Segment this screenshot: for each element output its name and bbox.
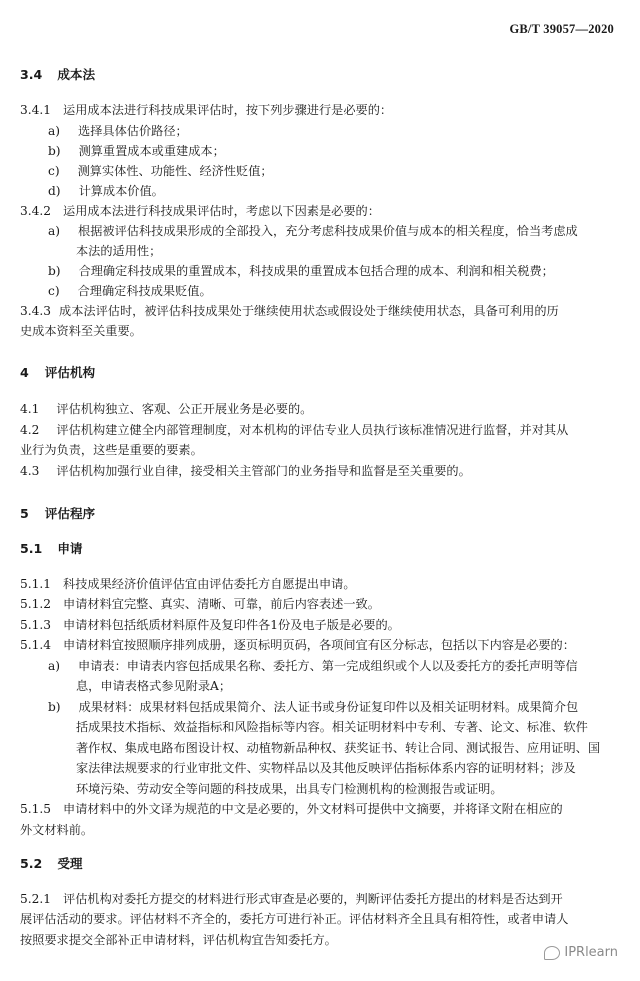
clause-text: 申请材料宜按照顺序排列成册，逐页标明页码，各项间宜有区分标志，包括以下内容是必要的： <box>63 638 575 652</box>
clause-text: 环境污染、劳动安全等问题的科技成果，出具专门检测机构的检测报告或证明。 <box>76 782 503 796</box>
text-line <box>20 444 203 456</box>
clause-text: 合理确定科技成果贬值。 <box>77 284 212 298</box>
clause-text: 按照要求提交全部补正申请材料，评估机构宜告知委托方。 <box>20 933 337 947</box>
section-heading <box>20 858 83 871</box>
clause-number: 3.4.2 <box>20 204 52 218</box>
text-line <box>20 424 568 436</box>
clause-text: 合理确定科技成果的重置成本，科技成果的重置成本包括合理的成本、利润和相关税费； <box>78 264 554 278</box>
clause-text: 计算成本价值。 <box>78 184 164 198</box>
section-heading <box>20 367 95 380</box>
clause-number: 4.1 <box>20 402 40 416</box>
section-heading <box>20 69 95 82</box>
watermark-text: IPRlearn <box>564 945 618 960</box>
wechat-icon <box>544 946 560 960</box>
clause-text: 申请材料宜完整、真实、清晰、可靠，前后内容表述一致。 <box>63 597 380 611</box>
text-line <box>20 325 142 337</box>
clause-number: 5 <box>20 506 29 521</box>
clause-number: a) <box>48 659 61 673</box>
section-heading <box>20 508 95 521</box>
text-line <box>20 824 93 836</box>
clause-text: 测算实体性、功能性、经济性贬值； <box>77 164 273 178</box>
clause-number: 5.1 <box>20 541 43 556</box>
text-line <box>48 125 188 137</box>
clause-text: 展评估活动的要求。评估材料不齐全的，委托方可进行补正。评估材料齐全且具有相符性，或者申请人 <box>20 912 569 926</box>
clause-number: 4 <box>20 365 29 380</box>
clause-number: b) <box>48 264 61 278</box>
text-line <box>20 934 337 946</box>
clause-text: 运用成本法进行科技成果评估时，按下列步骤进行是必要的： <box>63 103 393 117</box>
text-line <box>20 104 392 116</box>
text-line <box>48 265 554 277</box>
text-line <box>48 225 578 237</box>
clause-number: 4.3 <box>20 464 40 478</box>
clause-text: 家法律法规要求的行业审批文件、实物样品以及其他反映评估指标体系内容的证明材料；涉及 <box>76 761 576 775</box>
clause-number: 5.1.3 <box>20 618 52 632</box>
text-line <box>76 721 588 733</box>
clause-number: 5.1.2 <box>20 597 52 611</box>
text-line <box>76 762 576 774</box>
standard-number: GB/T 39057—2020 <box>509 22 614 36</box>
clause-text: 评估机构建立健全内部管理制度，对本机构的评估专业人员执行该标准情况进行监督，并对其从 <box>56 423 569 437</box>
text-line <box>20 913 568 925</box>
clause-number: 3.4.3 <box>20 304 52 318</box>
text-line <box>48 285 212 297</box>
text-line <box>20 803 563 815</box>
text-line <box>48 185 164 197</box>
clause-text: 选择具体估价路径； <box>78 124 188 138</box>
clause-number: d) <box>48 184 61 198</box>
clause-text: 运用成本法进行科技成果评估时，考虑以下因素是必要的： <box>63 204 380 218</box>
clause-text: 息，申请表格式参见附录A； <box>76 679 232 693</box>
watermark <box>544 945 618 960</box>
text-line <box>76 245 161 257</box>
clause-number: 4.2 <box>20 423 40 437</box>
clause-number: 5.2 <box>20 856 43 871</box>
clause-text: 评估机构对委托方提交的材料进行形式审查是必要的，判断评估委托方提出的材料是否达到开 <box>63 892 563 906</box>
clause-text: 本法的适用性； <box>76 244 162 258</box>
text-line <box>20 893 563 905</box>
clause-text: 括成果技术指标、效益指标和风险指标等内容。相关证明材料中专利、专著、论文、标准、软件 <box>76 720 588 734</box>
text-line <box>76 742 600 754</box>
clause-text: 业行为负责，这些是重要的要素。 <box>20 443 203 457</box>
clause-number: a) <box>48 224 61 238</box>
text-line <box>20 205 380 217</box>
text-line <box>20 403 312 415</box>
text-line <box>20 619 400 631</box>
clause-text: 申请材料包括纸质材料原件及复印件各1份及电子版是必要的。 <box>63 618 400 632</box>
clause-text: 史成本资料至关重要。 <box>20 324 142 338</box>
clause-text: 成果材料：成果材料包括成果简介、法人证书或身份证复印件以及相关证明材料。成果简介包 <box>78 700 579 714</box>
text-line <box>76 680 231 692</box>
clause-text: 著作权、集成电路布图设计权、动植物新品种权、获奖证书、转让合同、测试报告、应用证明、国 <box>76 741 601 755</box>
clause-text: 申请材料中的外文译为规范的中文是必要的，外文材料可提供中文摘要，并将译文附在相应的 <box>63 802 563 816</box>
clause-number: 3.4 <box>20 67 43 82</box>
text-line <box>76 783 503 795</box>
text-line <box>20 639 575 651</box>
text-line <box>48 165 273 177</box>
clause-text: 评估程序 <box>44 506 96 521</box>
clause-number: b) <box>48 144 61 158</box>
clause-text: 根据被评估科技成果形成的全部投入，充分考虑科技成果价值与成本的相关程度，恰当考虑成 <box>78 224 578 238</box>
text-line <box>48 660 578 672</box>
clause-text: 申请表：申请表内容包括成果名称、委托方、第一完成组织或个人以及委托方的委托声明等信 <box>78 659 578 673</box>
clause-number: 5.2.1 <box>20 892 52 906</box>
clause-text: 评估机构 <box>44 365 96 380</box>
clause-text: 成本法评估时，被评估科技成果处于继续使用状态或假设处于继续使用状态，具备可利用的历 <box>59 304 559 318</box>
clause-number: 3.4.1 <box>20 103 52 117</box>
clause-text: 外文材料前。 <box>20 823 94 837</box>
clause-text: 评估机构独立、客观、公正开展业务是必要的。 <box>56 402 313 416</box>
section-heading <box>20 543 83 556</box>
clause-number: 5.1.1 <box>20 577 52 591</box>
text-line <box>48 701 578 713</box>
text-line <box>20 465 471 477</box>
clause-text: 申请 <box>57 541 83 556</box>
clause-number: 5.1.4 <box>20 638 52 652</box>
text-line <box>20 578 356 590</box>
clause-text: 测算重置成本或重建成本； <box>78 144 225 158</box>
text-line <box>20 598 380 610</box>
clause-number: 5.1.5 <box>20 802 52 816</box>
clause-text: 科技成果经济价值评估宜由评估委托方自愿提出申请。 <box>63 577 356 591</box>
clause-text: 成本法 <box>57 67 96 82</box>
clause-text: 评估机构加强行业自律，接受相关主管部门的业务指导和监督是至关重要的。 <box>56 464 471 478</box>
clause-text: 受理 <box>57 856 83 871</box>
text-line <box>20 305 559 317</box>
text-line <box>48 145 225 157</box>
clause-number: c) <box>48 164 60 178</box>
clause-number: c) <box>48 284 60 298</box>
clause-number: b) <box>48 700 61 714</box>
clause-number: a) <box>48 124 61 138</box>
